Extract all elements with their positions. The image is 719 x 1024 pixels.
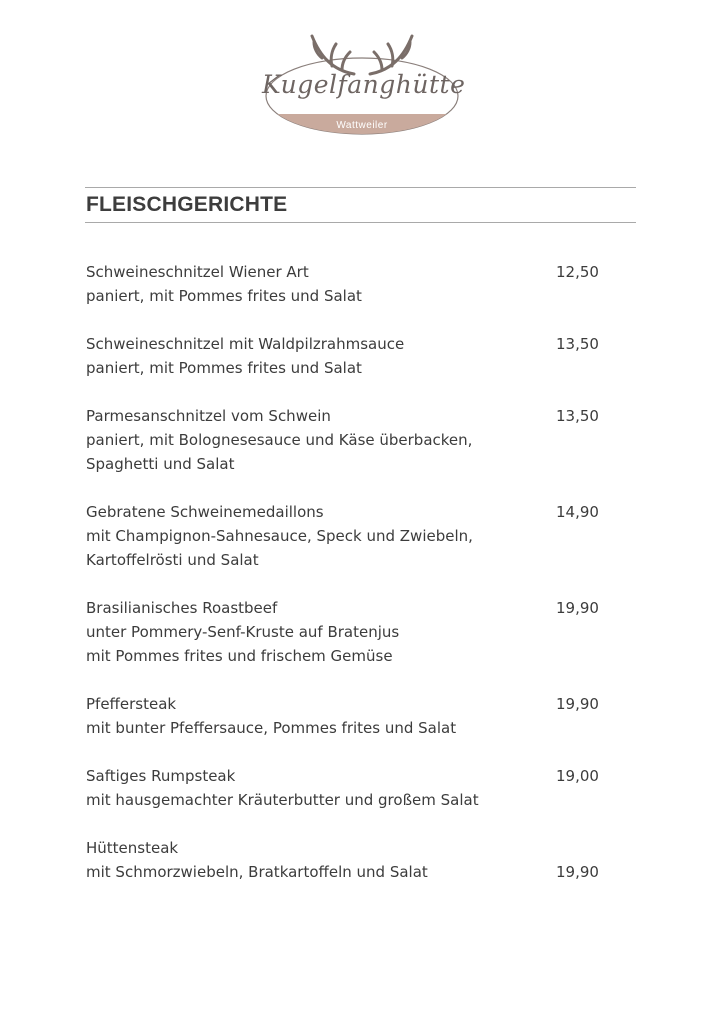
dish-price: 12,50 [556, 263, 599, 281]
dish-description: mit hausgemachter Kräuterbutter und großem Salat [86, 791, 479, 809]
restaurant-logo [262, 30, 466, 136]
dish-name: Saftiges Rumpsteak [86, 767, 236, 785]
dish-name: Gebratene Schweinemedaillons [86, 503, 324, 521]
dish-price: 19,90 [556, 599, 599, 617]
dish-name: Schweineschnitzel Wiener Art [86, 263, 309, 281]
menu-item [86, 764, 606, 812]
dish-name: Parmesanschnitzel vom Schwein [86, 407, 331, 425]
dish-description: mit Schmorzwiebeln, Bratkartoffeln und Salat [86, 863, 428, 881]
dish-description: mit Pommes frites und frischem Gemüse [86, 647, 393, 665]
dish-name: Brasilianisches Roastbeef [86, 599, 278, 617]
dish-description: mit bunter Pfeffersauce, Pommes frites und Salat [86, 719, 457, 737]
menu-item [86, 836, 606, 884]
dish-description: paniert, mit Pommes frites und Salat [86, 287, 362, 305]
logo-name: Kugelfanghütte [262, 70, 466, 99]
dish-description: mit Champignon-Sahnesauce, Speck und Zwiebeln, [86, 527, 473, 545]
dish-name: Hüttensteak [86, 839, 179, 857]
dish-price: 19,90 [556, 695, 599, 713]
dish-description: Kartoffelrösti und Salat [86, 551, 259, 569]
menu-item [86, 404, 606, 476]
dish-description: paniert, mit Bolognesesauce und Käse überbacken, [86, 431, 473, 449]
section-title: FLEISCHGERICHTE [86, 193, 288, 216]
dish-name: Schweineschnitzel mit Waldpilzrahmsauce [86, 335, 405, 353]
dish-price: 14,90 [556, 503, 599, 521]
divider-bottom [85, 222, 636, 223]
dish-price: 19,90 [556, 863, 599, 881]
divider-top [85, 187, 636, 188]
dish-price: 19,00 [556, 767, 599, 785]
menu-item [86, 332, 606, 380]
menu-list [86, 260, 606, 884]
dish-description: Spaghetti und Salat [86, 455, 235, 473]
dish-price: 13,50 [556, 335, 599, 353]
logo-subtitle: Wattweiler [336, 120, 388, 131]
menu-item [86, 500, 606, 572]
dish-price: 13,50 [556, 407, 599, 425]
dish-name: Pfeffersteak [86, 695, 177, 713]
menu-item [86, 692, 606, 740]
menu-item [86, 596, 606, 668]
menu-item [86, 260, 606, 308]
dish-description: unter Pommery-Senf-Kruste auf Bratenjus [86, 623, 400, 641]
dish-description: paniert, mit Pommes frites und Salat [86, 359, 362, 377]
